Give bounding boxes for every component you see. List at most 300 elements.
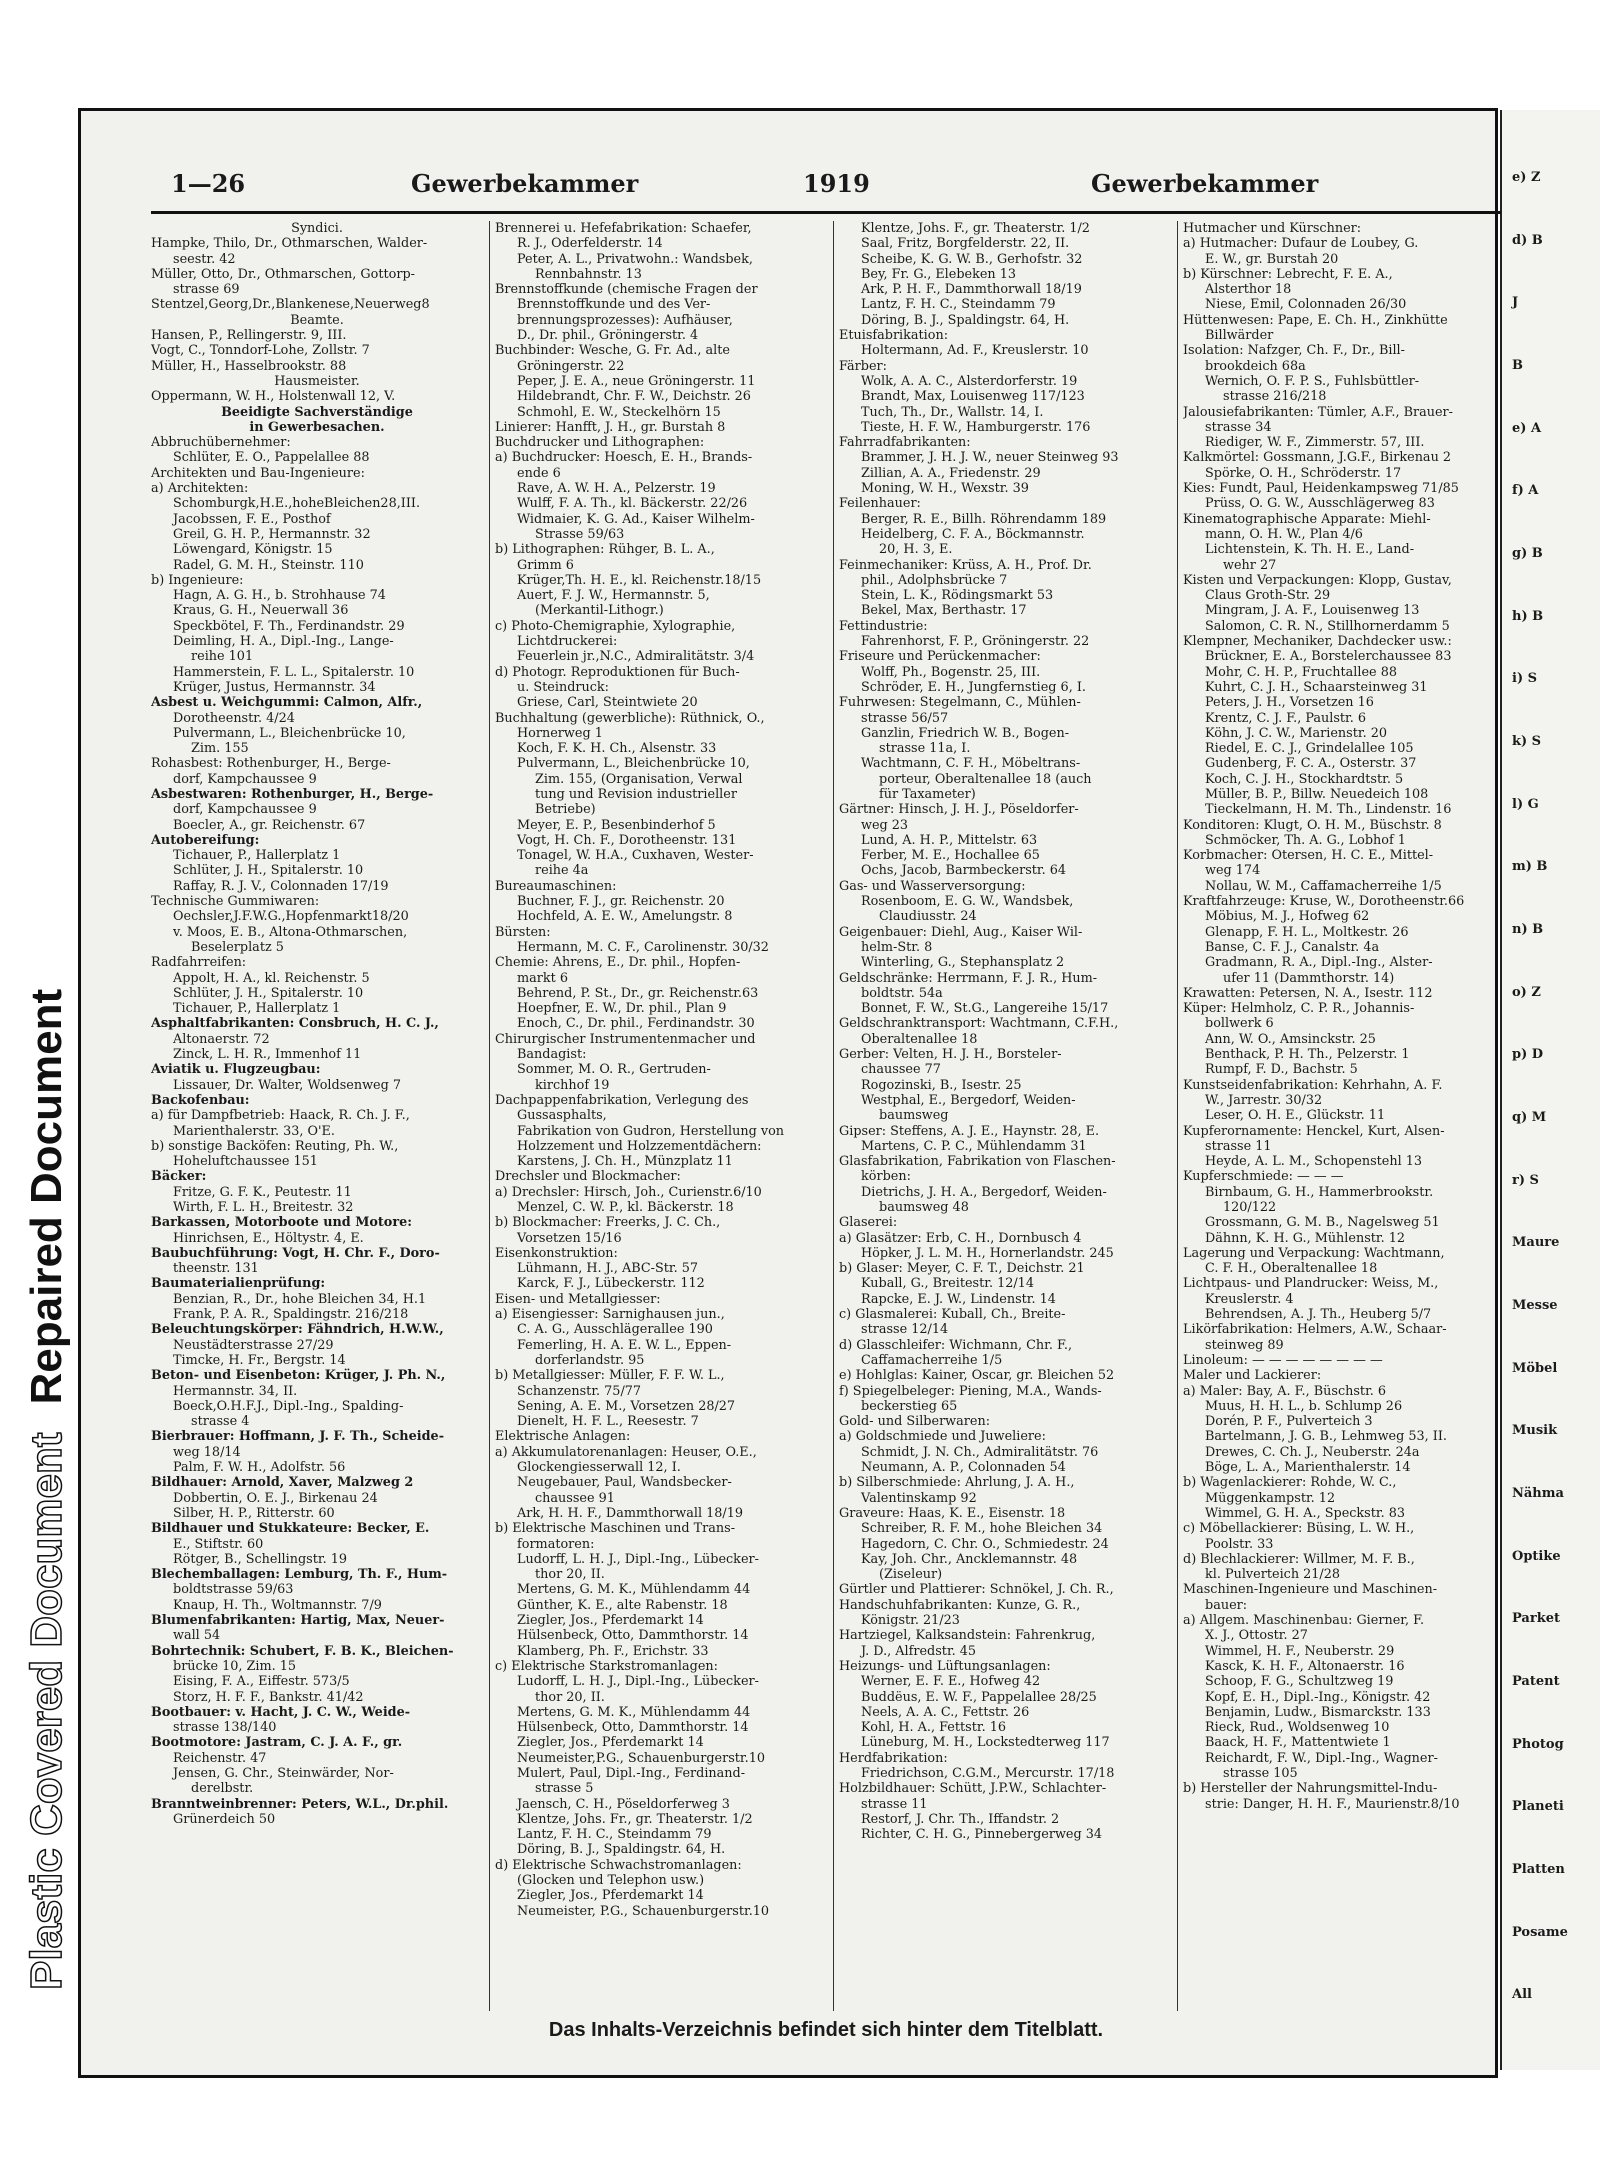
edge-letter: Optike <box>1512 1549 1561 1564</box>
directory-line: bollwerk 6 <box>1205 1016 1274 1032</box>
directory-line: Kies: Fundt, Paul, Heidenkampsweg 71/85 <box>1183 481 1459 497</box>
directory-line: Heizungs- und Lüftungsanlagen: <box>839 1658 1051 1674</box>
directory-line: Banse, C. F. J., Canalstr. 4a <box>1205 939 1380 955</box>
directory-line: Gradmann, R. A., Dipl.-Ing., Alster- <box>1205 955 1433 971</box>
directory-line: bauer: <box>1205 1597 1248 1613</box>
directory-line: a) Glasätzer: Erb, C. H., Dornbusch 4 <box>839 1230 1082 1246</box>
directory-line: Oppermann, W. H., Holstenwall 12, V. <box>151 389 396 405</box>
directory-line: Jalousiefabrikanten: Tümler, A.F., Brauer- <box>1183 404 1453 420</box>
directory-line: v. Moos, E. B., Altona-Othmarschen, <box>173 924 408 940</box>
directory-line: Baubuchführung: Vogt, H. Chr. F., Doro- <box>151 1245 440 1261</box>
directory-line: Klamberg, Ph. F., Erichstr. 33 <box>517 1643 709 1659</box>
directory-line: b) Blockmacher: Freerks, J. C. Ch., <box>495 1215 721 1231</box>
directory-line: Vogt, H. Ch. F., Dorotheenstr. 131 <box>517 832 737 848</box>
directory-line: Neels, A. A. C., Fettstr. 26 <box>861 1704 1030 1720</box>
directory-line: strasse 56/57 <box>861 710 949 726</box>
directory-line: Kasck, K. H. F., Altonaerstr. 16 <box>1205 1658 1405 1674</box>
directory-line: Knaup, H. Th., Woltmannstr. 7/9 <box>173 1597 382 1613</box>
directory-line: Müller, B. P., Billw. Neuedeich 108 <box>1205 786 1429 802</box>
directory-line: D., Dr. phil., Gröningerstr. 4 <box>517 328 699 344</box>
directory-line: Restorf, J. Chr. Th., Iffandstr. 2 <box>861 1811 1060 1827</box>
directory-line: C. A. G., Ausschlägerallee 190 <box>517 1322 713 1338</box>
edge-letter: Messe <box>1512 1298 1558 1313</box>
edge-letter: q) M <box>1512 1110 1547 1125</box>
directory-line: wehr 27 <box>1223 557 1277 573</box>
directory-line: Klentze, Johs. F., gr. Theaterstr. 1/2 <box>861 221 1090 236</box>
header-year: 1919 <box>803 169 870 198</box>
directory-line: Ludorff, L. H. J., Dipl.-Ing., Lübecker- <box>517 1551 759 1567</box>
column-divider <box>833 221 834 2011</box>
edge-letter: k) S <box>1512 734 1542 749</box>
directory-line: Peper, J. E. A., neue Gröningerstr. 11 <box>517 373 756 389</box>
directory-line: b) Ingenieure: <box>151 572 244 588</box>
directory-line: Baack, H. F., Mattentwiete 1 <box>1205 1735 1391 1751</box>
directory-line: Friseure und Perückenmacher: <box>839 649 1041 665</box>
directory-line: Altonaerstr. 72 <box>173 1031 270 1047</box>
directory-line: Niese, Emil, Colonnaden 26/30 <box>1205 297 1407 313</box>
directory-line: Ark, P. H. F., Dammthorwall 18/19 <box>861 282 1082 298</box>
edge-letter: e) Z <box>1512 170 1541 185</box>
edge-letter: g) B <box>1512 546 1543 561</box>
directory-line: Zim. 155, (Organisation, Verwal <box>535 771 743 787</box>
directory-line: Reichenstr. 47 <box>173 1750 267 1766</box>
directory-line: Beeidigte Sachverständige <box>221 404 413 420</box>
directory-line: Reichardt, F. W., Dipl.-Ing., Wagner- <box>1205 1750 1438 1766</box>
directory-line: Fahrenhorst, F. P., Gröningerstr. 22 <box>861 634 1090 650</box>
directory-line: Timcke, H. Fr., Bergstr. 14 <box>173 1352 346 1368</box>
directory-line: Bildhauer und Stukkateure: Becker, E. <box>151 1521 430 1537</box>
directory-line: Betriebe) <box>535 802 596 818</box>
directory-line: Moning, W. H., Wexstr. 39 <box>861 481 1029 497</box>
directory-line: Brammer, J. H. J. W., neuer Steinweg 93 <box>861 450 1119 466</box>
directory-line: thor 20, II. <box>535 1567 605 1583</box>
directory-line: Jensen, G. Chr., Steinwärder, Nor- <box>173 1765 394 1781</box>
directory-line: Aviatik u. Flugzeugbau: <box>151 1062 321 1078</box>
directory-line: Neumeister, P.G., Schauenburgerstr.10 <box>517 1903 770 1919</box>
directory-line: Mertens, G. M. K., Mühlendamm 44 <box>517 1704 751 1720</box>
directory-line: Fettindustrie: <box>839 618 928 634</box>
directory-line: Tieckelmann, H. M. Th., Lindenstr. 16 <box>1205 802 1452 818</box>
directory-line: Peter, A. L., Privatwohn.: Wandsbek, <box>517 251 753 267</box>
directory-line: Stentzel,Georg,Dr.,Blankenese,Neuerweg8 <box>151 297 430 313</box>
directory-line: Buchdrucker und Lithographen: <box>495 435 705 451</box>
directory-line: d) Blechlackierer: Willmer, M. F. B., <box>1183 1551 1415 1567</box>
directory-line: Hansen, P., Rellingerstr. 9, III. <box>151 328 347 344</box>
directory-line: Dachpappenfabrikation, Verlegung des <box>495 1092 749 1108</box>
directory-line: Neugebauer, Paul, Wandsbecker- <box>517 1475 732 1491</box>
directory-line: Isolation: Nafzger, Ch. F., Dr., Bill- <box>1183 343 1405 359</box>
directory-line: Rieck, Rud., Woldsenweg 10 <box>1205 1720 1390 1736</box>
directory-line: baumsweg <box>879 1108 949 1124</box>
directory-line: Tonagel, W. H.A., Cuxhaven, Wester- <box>517 848 754 864</box>
directory-line: Schomburgk,H.E.,hoheBleichen28,III. <box>173 496 421 512</box>
directory-line: E. W., gr. Burstah 20 <box>1205 251 1339 267</box>
directory-line: Hermann, M. C. F., Carolinenstr. 30/32 <box>517 939 769 955</box>
directory-line: Ziegler, Jos., Pferdemarkt 14 <box>517 1888 704 1904</box>
directory-line: Autobereifung: <box>151 832 260 848</box>
edge-letter: l) G <box>1512 797 1539 812</box>
directory-line: Gas- und Wasserversorgung: <box>839 878 1026 894</box>
directory-line: Maler und Lackierer: <box>1183 1368 1322 1384</box>
directory-line: a) Drechsler: Hirsch, Joh., Curienstr.6/10 <box>495 1184 762 1200</box>
directory-line: reihe 101 <box>191 649 254 665</box>
directory-line: Lagerung und Verpackung: Wachtmann, <box>1183 1245 1445 1261</box>
directory-line: a) Maler: Bay, A. F., Büschstr. 6 <box>1183 1383 1387 1399</box>
directory-line: f) Spiegelbeleger: Piening, M.A., Wands- <box>839 1383 1102 1399</box>
directory-line: R. J., Oderfelderstr. 14 <box>517 236 663 252</box>
directory-line: Brennstoffkunde (chemische Fragen der <box>495 282 758 298</box>
directory-line: c) Glasmalerei: Kuball, Ch., Breite- <box>839 1307 1066 1323</box>
edge-letter: d) B <box>1512 233 1543 248</box>
edge-letter: Posame <box>1512 1925 1568 1940</box>
directory-line: Buchbinder: Wesche, G. Fr. Ad., alte <box>495 343 730 359</box>
directory-line: Lüneburg, M. H., Lockstedterweg 117 <box>861 1735 1110 1751</box>
directory-line: J. D., Alfredstr. 45 <box>861 1643 977 1659</box>
edge-letter: Photog <box>1512 1737 1564 1752</box>
directory-line: Schreiber, R. F. M., hohe Bleichen 34 <box>861 1521 1103 1537</box>
directory-line: seestr. 42 <box>173 251 236 267</box>
directory-line: Müller, H., Hasselbrookstr. 88 <box>151 358 347 374</box>
column-2 <box>495 221 827 2011</box>
directory-line: markt 6 <box>517 970 568 986</box>
directory-line: Kraftfahrzeuge: Kruse, W., Dorotheenstr.66 <box>1183 894 1465 910</box>
directory-line: a) für Dampfbetrieb: Haack, R. Ch. J. F., <box>151 1108 410 1124</box>
directory-line: Heyde, A. L. M., Schopenstehl 13 <box>1205 1154 1423 1170</box>
directory-line: Kalkmörtel: Gossmann, J.G.F., Birkenau 2 <box>1183 450 1452 466</box>
edge-letter: Platten <box>1512 1862 1565 1877</box>
column-divider <box>1177 221 1178 2011</box>
directory-line: Döring, B. J., Spaldingstr. 64, H. <box>517 1842 726 1858</box>
directory-line: Krüger, Justus, Hermannstr. 34 <box>173 679 376 695</box>
directory-line: Kinematographische Apparate: Miehl- <box>1183 511 1431 527</box>
column-3 <box>839 221 1171 2011</box>
directory-line: in Gewerbesachen. <box>249 419 385 435</box>
directory-line: für Taxameter) <box>879 786 976 802</box>
directory-line: Fahrradfabrikanten: <box>839 435 971 451</box>
directory-line: strasse 216/218 <box>1223 389 1327 405</box>
directory-line: Brennerei u. Hefefabrikation: Schaefer, <box>495 221 752 236</box>
edge-letter: Nähma <box>1512 1486 1564 1501</box>
directory-line: dorf, Kampchaussee 9 <box>173 802 317 818</box>
edge-letter: All <box>1512 1987 1532 2002</box>
directory-line: Geigenbauer: Diehl, Aug., Kaiser Wil- <box>839 924 1083 940</box>
directory-line: Graveure: Haas, K. E., Eisenstr. 18 <box>839 1505 1066 1521</box>
directory-line: Peters, J. H., Vorsetzen 16 <box>1205 695 1374 711</box>
directory-line: Buddëus, E. W. F., Pappelallee 28/25 <box>861 1689 1097 1705</box>
directory-line: Backofenbau: <box>151 1092 250 1108</box>
directory-line: Eisen- und Metallgiesser: <box>495 1291 661 1307</box>
edge-letter: p) D <box>1512 1047 1544 1062</box>
directory-line: strasse 4 <box>191 1414 250 1430</box>
directory-line: X. J., Ottostr. 27 <box>1205 1628 1308 1644</box>
directory-line: Asbest u. Weichgummi: Calmon, Alfr., <box>151 695 423 711</box>
directory-line: Rapcke, E. J. W., Lindenstr. 14 <box>861 1291 1056 1307</box>
directory-line: Rohasbest: Rothenburger, H., Berge- <box>151 756 391 772</box>
directory-line: Chirurgischer Instrumentenmacher und <box>495 1031 756 1047</box>
directory-line: Baumaterialienprüfung: <box>151 1276 326 1292</box>
directory-line: b) Metallgiesser: Müller, F. F. W. L., <box>495 1368 725 1384</box>
directory-line: weg 23 <box>861 817 909 833</box>
directory-line: Hoepfner, E. W., Dr. phil., Plan 9 <box>517 1001 727 1017</box>
directory-line: Birnbaum, G. H., Hammerbrookstr. <box>1205 1184 1434 1200</box>
directory-line: Beselerplatz 5 <box>191 939 284 955</box>
directory-line: Bäcker: <box>151 1169 207 1185</box>
directory-line: Saal, Fritz, Borgfelderstr. 22, II. <box>861 236 1070 252</box>
directory-line: Nollau, W. M., Caffamacherreihe 1/5 <box>1205 878 1442 894</box>
directory-line: Marienthalerstr. 33, O'E. <box>173 1123 335 1139</box>
directory-line: Klentze, Johs. Fr., gr. Theaterstr. 1/2 <box>517 1811 753 1827</box>
directory-line: Grimm 6 <box>517 557 574 573</box>
directory-line: Maschinen-Ingenieure und Maschinen- <box>1183 1582 1438 1598</box>
directory-line: Ziegler, Jos., Pferdemarkt 14 <box>517 1613 704 1629</box>
directory-line: strasse 138/140 <box>173 1720 277 1736</box>
directory-line: Böge, L. A., Marienthalerstr. 14 <box>1205 1460 1411 1476</box>
directory-line: Feilenhauer: <box>839 496 921 512</box>
directory-line: strasse 34 <box>1205 419 1272 435</box>
directory-line: Buchhaltung (gewerbliche): Rüthnick, O., <box>495 710 765 726</box>
directory-line: Poolstr. 33 <box>1205 1536 1274 1552</box>
directory-line: Geldschranktransport: Wachtmann, C.F.H., <box>839 1016 1119 1032</box>
directory-line: Gerber: Velten, H. J. H., Borsteler- <box>839 1047 1062 1063</box>
directory-line: strasse 12/14 <box>861 1322 949 1338</box>
directory-line: b) Elektrische Maschinen und Trans- <box>495 1521 736 1537</box>
header-rule <box>151 211 1501 214</box>
directory-line: Kupferschmiede: — — — <box>1183 1169 1344 1185</box>
directory-line: Westphal, E., Bergedorf, Weiden- <box>861 1092 1076 1108</box>
directory-line: Herdfabrikation: <box>839 1750 948 1766</box>
directory-line: W., Jarrestr. 30/32 <box>1205 1092 1323 1108</box>
directory-line: Schmöcker, Th. A. G., Lobhof 1 <box>1205 832 1406 848</box>
directory-line: körben: <box>861 1169 911 1185</box>
directory-line: brookdeich 68a <box>1205 358 1306 374</box>
directory-line: Oechsler,J.F.W.G.,Hopfenmarkt18/20 <box>173 909 409 925</box>
directory-line: thor 20, II. <box>535 1689 605 1705</box>
directory-line: Ochs, Jacob, Barmbeckerstr. 64 <box>861 863 1067 879</box>
directory-line: brennungsprozesses): Aufhäuser, <box>517 312 733 328</box>
directory-line: Behrend, P. St., Dr., gr. Reichenstr.63 <box>517 985 759 1001</box>
directory-line: Wolff, Ph., Bogenstr. 25, III. <box>861 664 1041 680</box>
directory-line: Müller, Otto, Dr., Othmarschen, Gottorp- <box>151 266 415 282</box>
directory-line: Brückner, E. A., Borstelerchaussee 83 <box>1205 649 1452 665</box>
directory-line: Bildhauer: Arnold, Xaver, Malzweg 2 <box>151 1475 414 1491</box>
directory-line: Grünerdeich 50 <box>173 1811 276 1827</box>
directory-line: Brennstoffkunde und des Ver- <box>517 297 711 313</box>
directory-line: Beamte. <box>290 312 344 328</box>
directory-line: Claudiusstr. 24 <box>879 909 977 925</box>
directory-line: beckerstieg 65 <box>861 1398 958 1414</box>
column-1 <box>151 221 483 2011</box>
directory-line: Geldschränke: Herrmann, F. J. R., Hum- <box>839 970 1098 986</box>
directory-line: phil., Adolphsbrücke 7 <box>861 572 1008 588</box>
directory-line: Muus, H. H. L., b. Schlump 26 <box>1205 1398 1403 1414</box>
directory-line: Richter, C. H. G., Pinnebergerweg 34 <box>861 1827 1103 1843</box>
directory-line: Bureaumaschinen: <box>495 878 617 894</box>
directory-line: Hornerweg 1 <box>517 725 603 741</box>
directory-line: b) Lithographen: Rühger, B. L. A., <box>495 542 715 558</box>
directory-line: Lissauer, Dr. Walter, Woldsenweg 7 <box>173 1077 402 1093</box>
directory-line: Ganzlin, Friedrich W. B., Bogen- <box>861 725 1070 741</box>
directory-line: Spörke, O. H., Schröderstr. 17 <box>1205 465 1402 481</box>
edge-letter: e) A <box>1512 421 1542 436</box>
directory-line: Stein, L. K., Rödingsmarkt 53 <box>861 588 1054 604</box>
edge-letter: Planeti <box>1512 1799 1564 1814</box>
directory-line: helm-Str. 8 <box>861 939 933 955</box>
directory-line: Müggenkampstr. 12 <box>1205 1490 1336 1506</box>
directory-line: Drechsler und Blockmacher: <box>495 1169 681 1185</box>
directory-line: Greil, G. H. P., Hermannstr. 32 <box>173 526 371 542</box>
directory-line: Brandt, Max, Louisenweg 117/123 <box>861 389 1085 405</box>
directory-line: kirchhof 19 <box>535 1077 610 1093</box>
directory-line: Rave, A. W. H. A., Pelzerstr. 19 <box>517 481 716 497</box>
directory-line: Zillian, A. A., Friedenstr. 29 <box>861 465 1041 481</box>
directory-line: Korbmacher: Otersen, H. C. E., Mittel- <box>1183 848 1434 864</box>
directory-line: Fabrikation von Gudron, Herstellung von <box>517 1123 785 1139</box>
directory-line: u. Steindruck: <box>517 679 609 695</box>
directory-line: Hartziegel, Kalksandstein: Fahrenkrug, <box>839 1628 1096 1644</box>
directory-line: Palm, F. W. H., Adolfstr. 56 <box>173 1460 346 1476</box>
directory-line: Kopf, E. H., Dipl.-Ing., Königstr. 42 <box>1205 1689 1431 1705</box>
directory-line: a) Buchdrucker: Hoesch, E. H., Brands- <box>495 450 753 466</box>
directory-line: Rogozinski, B., Isestr. 25 <box>861 1077 1022 1093</box>
directory-line: Färber: <box>839 358 887 374</box>
directory-line: Lichtenstein, K. Th. H. E., Land- <box>1205 542 1415 558</box>
directory-line: Blechemballagen: Lemburg, Th. F., Hum- <box>151 1567 448 1583</box>
edge-letter: i) S <box>1512 671 1538 686</box>
directory-line: Hagn, A. G. H., b. Strohhause 74 <box>173 588 386 604</box>
directory-line: strasse 5 <box>535 1781 594 1797</box>
directory-line: Beleuchtungskörper: Fähndrich, H.W.W., <box>151 1322 444 1338</box>
header-left-title: Gewerbekammer <box>411 169 639 198</box>
adjacent-page-letters <box>1512 130 1598 2060</box>
directory-line: Neumann, A. P., Colonnaden 54 <box>861 1460 1066 1476</box>
directory-line: Kuhrt, C. J. H., Schaarsteinweg 31 <box>1205 679 1428 695</box>
directory-line: Löwengard, Königstr. 15 <box>173 542 333 558</box>
directory-line: Strasse 59/63 <box>535 526 625 542</box>
directory-line: Widmaier, K. G. Ad., Kaiser Wilhelm- <box>517 511 755 527</box>
directory-line: Handschuhfabrikanten: Kunze, G. R., <box>839 1597 1081 1613</box>
directory-line: reihe 4a <box>535 863 589 879</box>
directory-line: Werner, E. F. E., Hofweg 42 <box>861 1674 1041 1690</box>
directory-line: 120/122 <box>1223 1200 1277 1215</box>
directory-line: Mohr, C. H. P., Fruchtallee 88 <box>1205 664 1397 680</box>
edge-letter: B <box>1512 358 1523 373</box>
directory-line: a) Hutmacher: Dufaur de Loubey, G. <box>1183 236 1419 252</box>
directory-line: Meyer, E. P., Besenbinderhof 5 <box>517 817 716 833</box>
directory-line: Klempner, Mechaniker, Dachdecker usw.: <box>1183 634 1452 650</box>
directory-line: Kuball, G., Breitestr. 12/14 <box>861 1276 1034 1292</box>
directory-line: b) Wagenlackierer: Rohde, W. C., <box>1183 1475 1397 1491</box>
directory-line: Dienelt, H. F. L., Reesestr. 7 <box>517 1414 699 1430</box>
directory-line: Benthack, P. H. Th., Pelzerstr. 1 <box>1205 1047 1410 1063</box>
directory-line: porteur, Oberaltenallee 18 (auch <box>879 771 1092 787</box>
directory-line: Köhn, J. C. W., Marienstr. 20 <box>1205 725 1387 741</box>
directory-line: Tuch, Th., Dr., Wallstr. 14, I. <box>861 404 1044 420</box>
directory-line: Gipser: Steffens, A. J. E., Haynstr. 28, E. <box>839 1123 1100 1139</box>
directory-line: d) Glasschleifer: Wichmann, Chr. F., <box>839 1337 1073 1353</box>
directory-line: Billwärder <box>1205 328 1274 344</box>
edge-letter: h) B <box>1512 609 1544 624</box>
directory-line: Silber, H. P., Ritterstr. 60 <box>173 1505 335 1521</box>
directory-line: Caffamacherreihe 1/5 <box>861 1352 1003 1368</box>
directory-line: Hampke, Thilo, Dr., Othmarschen, Walder- <box>151 236 428 252</box>
directory-line: Schlüter, E. O., Pappelallee 88 <box>173 450 370 466</box>
directory-line: Ark, H. H. F., Dammthorwall 18/19 <box>517 1505 744 1521</box>
directory-line: a) Architekten: <box>151 481 249 497</box>
caption-repaired: Repaired Document <box>22 988 71 1405</box>
directory-line: Kreuslerstr. 4 <box>1205 1291 1294 1307</box>
directory-line: Rötger, B., Schellingstr. 19 <box>173 1551 348 1567</box>
directory-line: Femerling, H. A. E. W. L., Eppen- <box>517 1337 732 1353</box>
directory-line: Kay, Joh. Chr., Ancklemannstr. 48 <box>861 1551 1078 1567</box>
directory-line: Bartelmann, J. G. B., Lehmweg 53, II. <box>1205 1429 1447 1445</box>
directory-line: dorf, Kampchaussee 9 <box>173 771 317 787</box>
directory-line: Technische Gummiwaren: <box>151 894 320 910</box>
directory-line: a) Eisengiesser: Sarnighausen jun., <box>495 1307 725 1323</box>
directory-line: Glaserei: <box>839 1215 898 1231</box>
directory-line: strasse 11a, I. <box>879 741 971 757</box>
directory-line: strasse 69 <box>173 282 240 298</box>
directory-line: Ann, W. O., Amsinckstr. 25 <box>1205 1031 1376 1047</box>
directory-line: Boeck,O.H.F.J., Dipl.-Ing., Spalding- <box>173 1398 404 1414</box>
directory-line: (Merkantil-Lithogr.) <box>535 603 664 619</box>
directory-line: Branntweinbrenner: Peters, W.L., Dr.phil. <box>151 1796 449 1812</box>
directory-line: Linierer: Hanfft, J. H., gr. Burstah 8 <box>495 419 726 435</box>
page-number: 1—26 <box>171 169 246 198</box>
directory-line: Speckbötel, F. Th., Ferdinandstr. 29 <box>173 618 405 634</box>
edge-letter: o) Z <box>1512 985 1541 1000</box>
directory-line: Hagedorn, C. Chr. O., Schmiedestr. 24 <box>861 1536 1109 1552</box>
directory-line: ende 6 <box>517 465 561 481</box>
directory-line: Martens, C. P. C., Mühlendamm 31 <box>861 1138 1087 1154</box>
directory-line: Claus Groth-Str. 29 <box>1205 588 1331 604</box>
edge-letter: Musik <box>1512 1423 1558 1438</box>
directory-line: dorferlandstr. 95 <box>535 1352 645 1368</box>
directory-line: Ziegler, Jos., Pferdemarkt 14 <box>517 1735 704 1751</box>
directory-line: formatoren: <box>517 1536 595 1552</box>
directory-line: boldtstr. 54a <box>861 985 943 1001</box>
directory-line: Storz, H. F. F., Bankstr. 41/42 <box>173 1689 364 1705</box>
directory-line: Benzian, R., Dr., hohe Bleichen 34, H.1 <box>173 1291 427 1307</box>
directory-line: Lund, A. H. P., Mittelstr. 63 <box>861 832 1038 848</box>
directory-line: Möbius, M. J., Hofweg 62 <box>1205 909 1370 925</box>
directory-line: Dorén, P. F., Pulverteich 3 <box>1205 1414 1373 1430</box>
directory-line: Königstr. 21/23 <box>861 1613 960 1629</box>
directory-line: Lichtdruckerei: <box>517 634 618 650</box>
directory-line: Küper: Helmholz, C. P. R., Johannis- <box>1183 1001 1415 1017</box>
edge-letter: r) S <box>1512 1173 1539 1188</box>
directory-line: a) Allgem. Maschinenbau: Gierner, F. <box>1183 1613 1425 1629</box>
caption-plastic: Plastic Covered Document <box>22 1432 71 1990</box>
directory-line: b) Kürschner: Lebrecht, F. E. A., <box>1183 266 1393 282</box>
directory-line: (Glocken und Telephon usw.) <box>517 1873 705 1889</box>
directory-line: Raffay, R. J. V., Colonnaden 17/19 <box>173 878 389 894</box>
directory-line: Rosenboom, E. G. W., Wandsbek, <box>861 894 1074 910</box>
directory-line: Lantz, F. H. C., Steindamm 79 <box>517 1827 712 1843</box>
edge-letter: Möbel <box>1512 1361 1558 1376</box>
directory-line: steinweg 89 <box>1205 1337 1284 1353</box>
directory-line: Grossmann, G. M. B., Nagelsweg 51 <box>1205 1215 1440 1231</box>
directory-line: Tichauer, P., Hallerplatz 1 <box>173 1001 341 1017</box>
directory-line: Buchner, F. J., gr. Reichenstr. 20 <box>517 894 725 910</box>
directory-line: Sommer, M. O. R., Gertruden- <box>517 1062 711 1078</box>
directory-line: Lantz, F. H. C., Steindamm 79 <box>861 297 1056 313</box>
directory-line: Bekel, Max, Berthastr. 17 <box>861 603 1027 619</box>
directory-line: Prüss, O. G. W., Ausschlägerweg 83 <box>1205 496 1435 512</box>
edge-letter: Parket <box>1512 1611 1560 1626</box>
directory-line: Hochfeld, A. E. W., Amelungstr. 8 <box>517 909 733 925</box>
directory-line: Schröder, E. H., Jungfernstieg 6, I. <box>861 679 1086 695</box>
directory-line: Günther, K. E., alte Rabenstr. 18 <box>517 1597 728 1613</box>
